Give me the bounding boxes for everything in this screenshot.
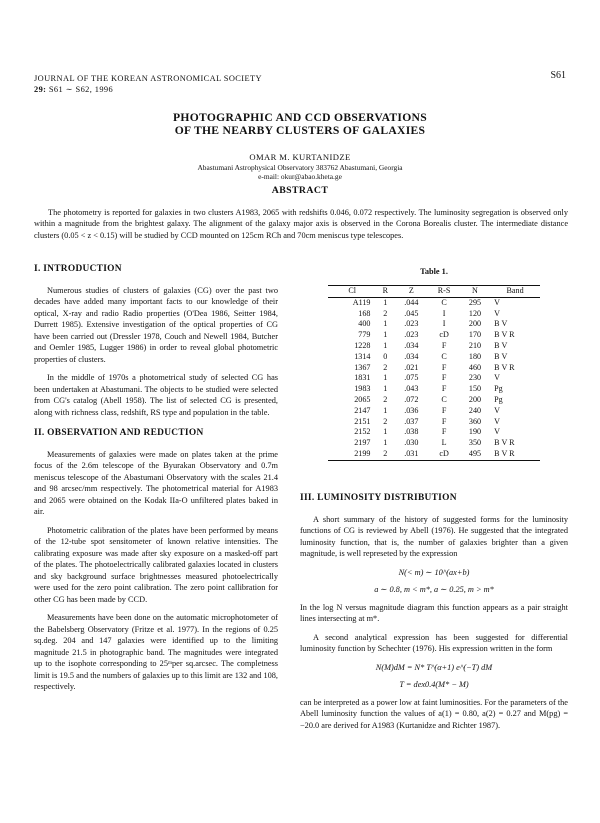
table-cell: 2152 bbox=[354, 427, 371, 437]
table-cell: 230 bbox=[468, 373, 482, 383]
luminosity-paragraph-3: A second analytical expression has been suggested for differential luminosity function by Schechter (1976). His expression written in the form bbox=[300, 632, 568, 653]
table-cell: .072 bbox=[404, 394, 419, 404]
equation-integrated-luminosity: N(< m) ∼ 10^(ax+b) bbox=[398, 567, 470, 577]
equation-conditions: a ∼ 0.8, m < m*, a ∼ 0.25, m > m* bbox=[374, 585, 494, 594]
table-row bbox=[328, 417, 540, 428]
observation-paragraph-3: Measurements have been done on the automatic microphotometer of the Babelsberg Observatory (Fritze et al. 1977). In the regions of 0.25 sq.deg. 204 and 147 galaxies were identified up to the limiting magnitude 21.5 in photographic band. The magnitudes were integrated up to the isophote corresponding to 25ᵐper sq.arcsec. The completness limit is 19.5 and the numbers of galaxies up to this limit are 132 and 108, respectively. bbox=[34, 613, 278, 691]
table-cell: F bbox=[441, 416, 447, 426]
table-cell: C bbox=[441, 351, 447, 361]
journal-volume bbox=[34, 84, 262, 95]
table-cell: 1983 bbox=[354, 384, 371, 394]
table-cell: 190 bbox=[468, 427, 482, 437]
table-cell: 1831 bbox=[354, 373, 371, 383]
table-cell: 150 bbox=[468, 384, 482, 394]
table-cell: 210 bbox=[468, 340, 482, 350]
table-cell: C bbox=[441, 394, 447, 404]
table-cell: 2 bbox=[383, 308, 388, 318]
table-cell: 350 bbox=[468, 438, 482, 448]
table-cell: B V R bbox=[490, 449, 540, 460]
table-row bbox=[328, 297, 540, 308]
table-row bbox=[328, 384, 540, 395]
author-name: OMAR M. KURTANIDZE bbox=[249, 152, 351, 162]
table-cell: .034 bbox=[404, 351, 419, 361]
table-cell: .030 bbox=[404, 438, 419, 448]
volume-pages: S61 ∼ S62, 1996 bbox=[48, 85, 114, 94]
journal-name: JOURNAL OF THE KOREAN ASTRONOMICAL SOCIETY bbox=[34, 74, 262, 83]
table-cell: .023 bbox=[404, 319, 419, 329]
table-cell: 1 bbox=[383, 384, 388, 394]
table-cell: .045 bbox=[404, 308, 419, 318]
title-line-1: PHOTOGRAPHIC AND CCD OBSERVATIONS bbox=[173, 111, 427, 124]
table-cell: 1367 bbox=[354, 362, 371, 372]
table-cell: 200 bbox=[468, 394, 482, 404]
table-row bbox=[328, 438, 540, 449]
table-cell: B V bbox=[494, 351, 508, 361]
table-cell: .036 bbox=[404, 405, 419, 415]
page-number: S61 bbox=[550, 70, 566, 81]
table-cell: B V R bbox=[494, 362, 515, 372]
table-cell: I bbox=[442, 308, 446, 318]
table-cell: 1 bbox=[383, 340, 388, 350]
right-column bbox=[300, 493, 568, 738]
table-row bbox=[328, 330, 540, 341]
table-cell: 779 bbox=[358, 330, 371, 340]
observation-paragraph-1: Measurements of galaxies were made on plates taken at the prime focus of the 2.6m telescope of the Byurakan Observatory and 0.7m meniscus telescope of the Abastumani Observatory with the scales 21.4 and 98 arcsec/mm respectively. The photometrical material for A1983 and 2065 were obtained on the Kodak IIa-O unfiltered plates baked in air. bbox=[34, 449, 278, 516]
table-cell: 180 bbox=[468, 351, 482, 361]
table-cell: 2 bbox=[376, 449, 394, 460]
table-row bbox=[328, 309, 540, 320]
table-cell: 2147 bbox=[354, 405, 371, 415]
table-row bbox=[328, 319, 540, 330]
table-cell: 1 bbox=[383, 330, 388, 340]
table-row bbox=[328, 449, 540, 460]
affiliation bbox=[0, 163, 600, 181]
table-cell: F bbox=[441, 373, 447, 383]
abstract-text: The photometry is reported for galaxies in two clusters A1983, 2065 with redshifts 0.046, 0.072 respectively. The luminosity segregation is observed only within a magnitude from the brightest galaxy. The alignment of the galaxy major axis is observed in the Corona Borealis cluster. The intermediate distance clusters (0.05 < z < 0.15) will be studied by CCD mounted on 125cm RCh and 70cm meniscus type telescopes. bbox=[34, 208, 568, 240]
table-cell: 495 bbox=[460, 449, 490, 460]
intro-paragraph-1: Numerous studies of clusters of galaxies (CG) over the past two decades have added many important facts to our knowledge of their optical, X-ray and radio Radio properties (O'Dea 1986, Seitter 1984, Durrett 1985). Extensive investigation of the optical properties of CG have been carried out (Dressler 1978, Couch and Newell 1984, Butcher and Oemler 1985, Lugger 1986) in order to reveal global photometric properties of clusters. bbox=[34, 285, 278, 364]
table-cell: 2197 bbox=[354, 438, 371, 448]
table-cell: 400 bbox=[358, 319, 371, 329]
column-header: R-S bbox=[428, 286, 459, 298]
abstract-heading: ABSTRACT bbox=[271, 185, 329, 196]
column-header: N bbox=[460, 286, 490, 298]
section-heading-introduction: I. INTRODUCTION bbox=[34, 264, 122, 274]
table-cell: B V bbox=[494, 319, 508, 329]
table-cell: 200 bbox=[468, 319, 482, 329]
table-cell: 2199 bbox=[328, 449, 376, 460]
table-cell: .075 bbox=[404, 373, 419, 383]
table-cell: L bbox=[441, 438, 447, 448]
column-header: Band bbox=[490, 286, 540, 298]
table-cell: 120 bbox=[468, 308, 482, 318]
table-cell: F bbox=[441, 384, 447, 394]
table-cell: 460 bbox=[468, 362, 482, 372]
table-row bbox=[328, 395, 540, 406]
section-heading-luminosity: III. LUMINOSITY DISTRIBUTION bbox=[300, 493, 457, 503]
table-cell: 1314 bbox=[354, 351, 371, 361]
table-cell: V bbox=[494, 416, 501, 426]
affiliation-address: Abastumani Astrophysical Observatory 383762 Abastumani, Georgia bbox=[197, 163, 403, 172]
table-cell: 2 bbox=[383, 362, 388, 372]
table-cell: B V R bbox=[494, 330, 515, 340]
table-cell: B V bbox=[494, 340, 508, 350]
table-cell: .023 bbox=[404, 330, 419, 340]
table-cell: 2151 bbox=[354, 416, 371, 426]
table-row bbox=[328, 341, 540, 352]
table-cell: 1 bbox=[383, 373, 388, 383]
table-row bbox=[328, 373, 540, 384]
table-cell: .034 bbox=[404, 340, 419, 350]
left-column bbox=[34, 264, 278, 700]
table-cell: 295 bbox=[468, 297, 482, 307]
table-cell: B V R bbox=[494, 438, 515, 448]
table-cell: .037 bbox=[404, 416, 419, 426]
table-cell: 240 bbox=[468, 405, 482, 415]
table-cell: .021 bbox=[404, 362, 419, 372]
table-cell: 168 bbox=[358, 308, 371, 318]
table-cell: .043 bbox=[404, 384, 419, 394]
intro-paragraph-2: In the middle of 1970s a photometrical study of selected CG has been undertaken at Abastumani. The objects to be studied were selected from CG's catalog (Abell 1958). The list of selected CG is presented, along with richness class, redshift, RS type and population in the table. bbox=[34, 373, 278, 417]
table-row bbox=[328, 352, 540, 363]
table-row bbox=[328, 406, 540, 417]
table-cell: 1 bbox=[383, 427, 388, 437]
table-cell: Pg bbox=[494, 384, 503, 394]
section-heading-observation: II. OBSERVATION AND REDUCTION bbox=[34, 428, 204, 438]
table-cell: I bbox=[442, 319, 446, 329]
table-cell: 170 bbox=[468, 330, 482, 340]
observation-paragraph-2: Photometric calibration of the plates have been performed by means of the 12-tube spot sensitometer of known relative intensities. The calibrating exposure was made after sky exposure on a masked-off part of the plates. The photoelectrically calibrated galaxies located in clusters and sky background surface brightnesses measured photoelectrically were used for the zero point calibration. The zero point callibration for other CG has been made by CCD. bbox=[34, 525, 278, 604]
table-row bbox=[328, 363, 540, 374]
luminosity-paragraph-4: can be interpreted as a power low at faint luminosities. For the parameters of the Abell luminosity function the values of a(1) = 0.80, a(2) = 0.27 and M(pg) = −20.0 are derived for A1983 (Kurtanidze and Richter 1987). bbox=[300, 697, 568, 730]
volume-number: 29: bbox=[34, 85, 47, 94]
table-cell: 2 bbox=[383, 416, 388, 426]
table-cell: V bbox=[494, 373, 501, 383]
table-cell: V bbox=[494, 297, 501, 307]
table-caption: Table 1. bbox=[420, 267, 448, 276]
luminosity-paragraph-1: A short summary of the history of suggested forms for the luminosity functions of CG is reviewed by Abell (1976). He suggested that the integrated luminosity function, that is, the number of galaxies brighter than a given magnitude, is well represeted by the expression bbox=[300, 514, 568, 558]
table-cell: .038 bbox=[404, 427, 419, 437]
table-cell: .031 bbox=[394, 449, 428, 460]
table-cell: 1 bbox=[383, 438, 388, 448]
affiliation-email: e-mail: okur@abao.kheta.ge bbox=[258, 172, 342, 181]
clusters-table bbox=[328, 285, 540, 461]
luminosity-paragraph-2: In the log N versus magnitude diagram this function appears as a pair straight lines intersecting at m*. bbox=[300, 602, 568, 623]
table-cell: F bbox=[441, 405, 447, 415]
column-header: Z bbox=[394, 286, 428, 298]
table-cell: V bbox=[494, 308, 501, 318]
column-header: R bbox=[376, 286, 394, 298]
equation-t-definition: T = dex0.4(M* − M) bbox=[399, 680, 469, 689]
table-cell: 360 bbox=[468, 416, 482, 426]
table-cell: V bbox=[494, 427, 501, 437]
table-cell: .044 bbox=[404, 297, 419, 307]
journal-header bbox=[34, 73, 262, 95]
table-body bbox=[328, 297, 540, 460]
table-cell: 0 bbox=[383, 351, 388, 361]
table-cell: F bbox=[441, 340, 447, 350]
table-cell: 1 bbox=[383, 319, 388, 329]
table-cell: Pg bbox=[494, 394, 503, 404]
title-line-2: OF THE NEARBY CLUSTERS OF GALAXIES bbox=[174, 124, 426, 137]
table-cell: 2065 bbox=[354, 394, 371, 404]
table-cell: F bbox=[441, 427, 447, 437]
table-cell: A119 bbox=[352, 297, 371, 307]
table-cell: cD bbox=[428, 449, 459, 460]
column-header: Cl bbox=[328, 286, 376, 298]
table-cell: 2 bbox=[383, 394, 388, 404]
table-cell: C bbox=[441, 297, 447, 307]
table-cell: V bbox=[494, 405, 501, 415]
paper-title bbox=[0, 111, 600, 137]
table-header-row bbox=[328, 286, 540, 298]
table-cell: F bbox=[441, 362, 447, 372]
table-cell: 1 bbox=[383, 297, 388, 307]
table-cell: cD bbox=[439, 330, 449, 340]
table-cell: 1228 bbox=[354, 340, 371, 350]
equation-schechter: N(M)dM = N* T^(α+1) e^(−T) dM bbox=[375, 662, 493, 672]
table-cell: 1 bbox=[383, 405, 388, 415]
table-row bbox=[328, 427, 540, 438]
